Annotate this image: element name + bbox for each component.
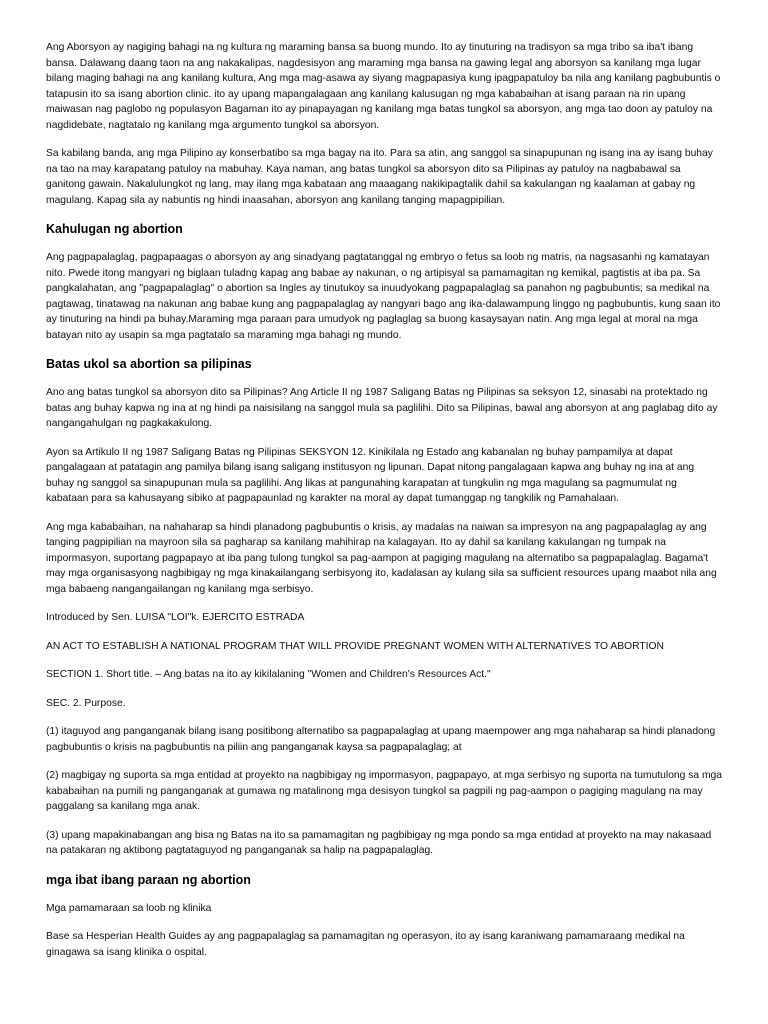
paragraph-purpose-3: (3) upang mapakinabangan ang bisa ng Batas na ito sa pamamagitan ng pagbibigay ng mga pondo sa mga entidad at proyekto na may nakasaad na patakaran ng aktibong pagtataguyod ng panganganak sa halip na pagpapalaglag.: [46, 829, 712, 856]
paragraph-section-1: SECTION 1. Short title. – Ang batas na ito ay kikilalaning "Women and Children's Resources Act.": [46, 669, 491, 680]
paragraph-philippines-view: Sa kabilang banda, ang mga Pilipino ay konserbatibo sa mga bagay na ito. Para sa atin, ang sanggol sa sinapupunan ng isang ina ay isang buhay na tao na may karapatang patuloy na mabuhay. Kaya naman, ang batas tungkol sa aborsyon dito sa Pilipinas ay patuloy na nagbabawal sa ganitong gawain. Nakalulungkot ng lang, may ilang mga kabataan ang maaagang nakikipagtalik dahil sa kakulangan ng kaalaman at gabay ng magulang. Kapag sila ay nabuntis ng hindi inaasahan, aborsyon ang kanilang tanging mapagpipilian.: [46, 148, 713, 206]
paragraph-introduced-by: Introduced by Sen. LUISA "LOI"k. EJERCITO ESTRADA: [46, 612, 305, 623]
paragraph-definition: Ang pagpapalaglag, pagpapaagas o aborsyon ay ang sinadyang pagtatanggal ng embryo o fetus sa loob ng matris, na nagsasanhi ng kamatayan nito. Pwede itong mangyari ng biglaan tuladng kapag ang babae ay nakunan, o ng artipisyal sa pamamagitan ng kemikal, pagtistis at iba pa. Sa pangkalahatan, ang "pagpapalaglag" o abortion sa Ingles ay tinutukoy sa inuudyokang pagpapalaglag sa panahon ng pagbubuntis; sa medikal na pagtawag, tinatawag na nakunan ang babae kung ang pagpapalaglag ay nangyari bago ang ika-dalawampung linggo ng pagbubuntis, kung saan ito ay tinuturing na hindi pa buhay.Maraming mga paraan para umudyok ng paglaglag sa buong kasaysayan natin. Ang mga legal at moral na mga batayan nito ay usapin sa mga pagtatalo sa maraming mga bahagi ng mundo.: [46, 252, 721, 341]
paragraph-kababaihan: Ang mga kababaihan, na nahaharap sa hindi planadong pagbubuntis o krisis, ay madalas na naiwan sa impresyon na ang pagpapalaglag ay ang tanging pagpipilian na mayroon sila sa pagharap sa kanilang mahihirap na kalagayan. Ito ay dahil sa kanilang kakulangan ng tumpak na impormasyon, suportang pagpapayo at iba pang tulong tungkol sa pag-aampon at pagiging magulang na alternatibo sa pagpapalaglag. Bagama't may mga organisasyong nagbibigay ng mga kinakailangang serbisyong ito, kadalasan ay kulang sila sa sufficient resources upang maabot nila ang mga babaeng nangangailangan ng kanilang mga serbisyo.: [46, 521, 717, 595]
paragraph-purpose-2: (2) magbigay ng suporta sa mga entidad at proyekto na nagbibigay ng impormasyon, pagpapayo, at mga serbisyo ng suporta na tumutulong sa mga kababaihan na pumili ng panganganak at gumawa ng matalinong mga desisyon tungkol sa pagpili ng pag-aampon o pagiging magulang na may paggalang sa kanilang mga anak.: [46, 770, 722, 812]
paragraph-purpose-1: (1) itaguyod ang panganganak bilang isang positibong alternatibo sa pagpapalaglag at upang maempower ang mga nahaharap sa hindi planadong pagbubuntis o krisis na pagbubuntis na piliin ang panganganak kaysa sa pagpapalaglag; at: [46, 726, 716, 753]
heading-paraan: mga ibat ibang paraan ng abortion: [46, 872, 251, 887]
paragraph-batas-question: Ano ang batas tungkol sa aborsyon dito sa Pilipinas? Ang Article II ng 1987 Saligang Batas ng Pilipinas sa seksyon 12, sinasabi na protektado ng batas ang buhay kapwa ng ina at ng hindi pa naisisilang na sanggol mula sa paglilihi. Dito sa Pilipinas, bawal ang aborsyon at ang paglabag dito ay nangangahulgan ng pagkakakulong.: [46, 387, 718, 429]
heading-batas: Batas ukol sa abortion sa pilipinas: [46, 357, 252, 371]
paragraph-sec-2: SEC. 2. Purpose.: [46, 697, 126, 709]
heading-kahulugan: Kahulugan ng abortion: [46, 222, 183, 236]
paragraph-artikulo: Ayon sa Artikulo II ng 1987 Saligang Batas ng Pilipinas SEKSYON 12. Kinikilala ng Estado ang kabanalan ng buhay pampamilya at dapat pangalagaan at patatagin ang pamilya bilang isang saligang institusyon ng lipunan. Dapat nitong pangalagaan kapwa ang buhay ng ina at ang buhay ng sanggol sa sinapupunan mula sa paglilihi. Ang likas at pangunahing karapatan at tungkulin ng mga magulang sa pagmumulat ng kabataan para sa kahusayang sibiko at pagpapaunlad ng karakter na moral ay dapat tumanggap ng tangkilik ng Pamahalaan.: [46, 446, 695, 504]
paragraph-act-title: AN ACT TO ESTABLISH A NATIONAL PROGRAM THAT WILL PROVIDE PREGNANT WOMEN WITH ALTERNATIVES TO ABORTION: [46, 640, 664, 652]
paragraph-intro: Ang Aborsyon ay nagiging bahagi na ng kultura ng maraming bansa sa buong mundo. Ito ay tinuturing na tradisyon sa mga tribo sa iba't ibang bansa. Dalawang daang taon na ang nakakalipas, nagdesisyon ang maraming mga bansa na gawing legal ang aborsyon sa kanilang mga lugar bilang maging bahagi na ang kanilang kultura, Ang mga mag-asawa ay siyang magpapasiya kung ipagpapatuloy ba nila ang kanilang pagbubuntis o tatapusin ito sa isang abortion clinic. ito ay upang mapangalagaan ang kanilang kalusugan ng mga kababaihan at isang paraan na rin upang maiwasan nag paglobo ng populasyon Bagaman ito ay pinapayagan ng kanilang mga batas tungkol sa aborsyon, ang mga tao doon ay patuloy na nagdidebate, nagtatalo ng kanilang mga argumento tungkol sa aborsyon.: [46, 42, 721, 131]
paragraph-klinika: Mga pamamaraan sa loob ng klinika: [46, 902, 212, 914]
paragraph-hesperian: Base sa Hesperian Health Guides ay ang pagpapalaglag sa pamamagitan ng operasyon, ito ay isang karaniwang pamamaraang medikal na ginagawa sa isang klinika o ospital.: [46, 931, 685, 958]
